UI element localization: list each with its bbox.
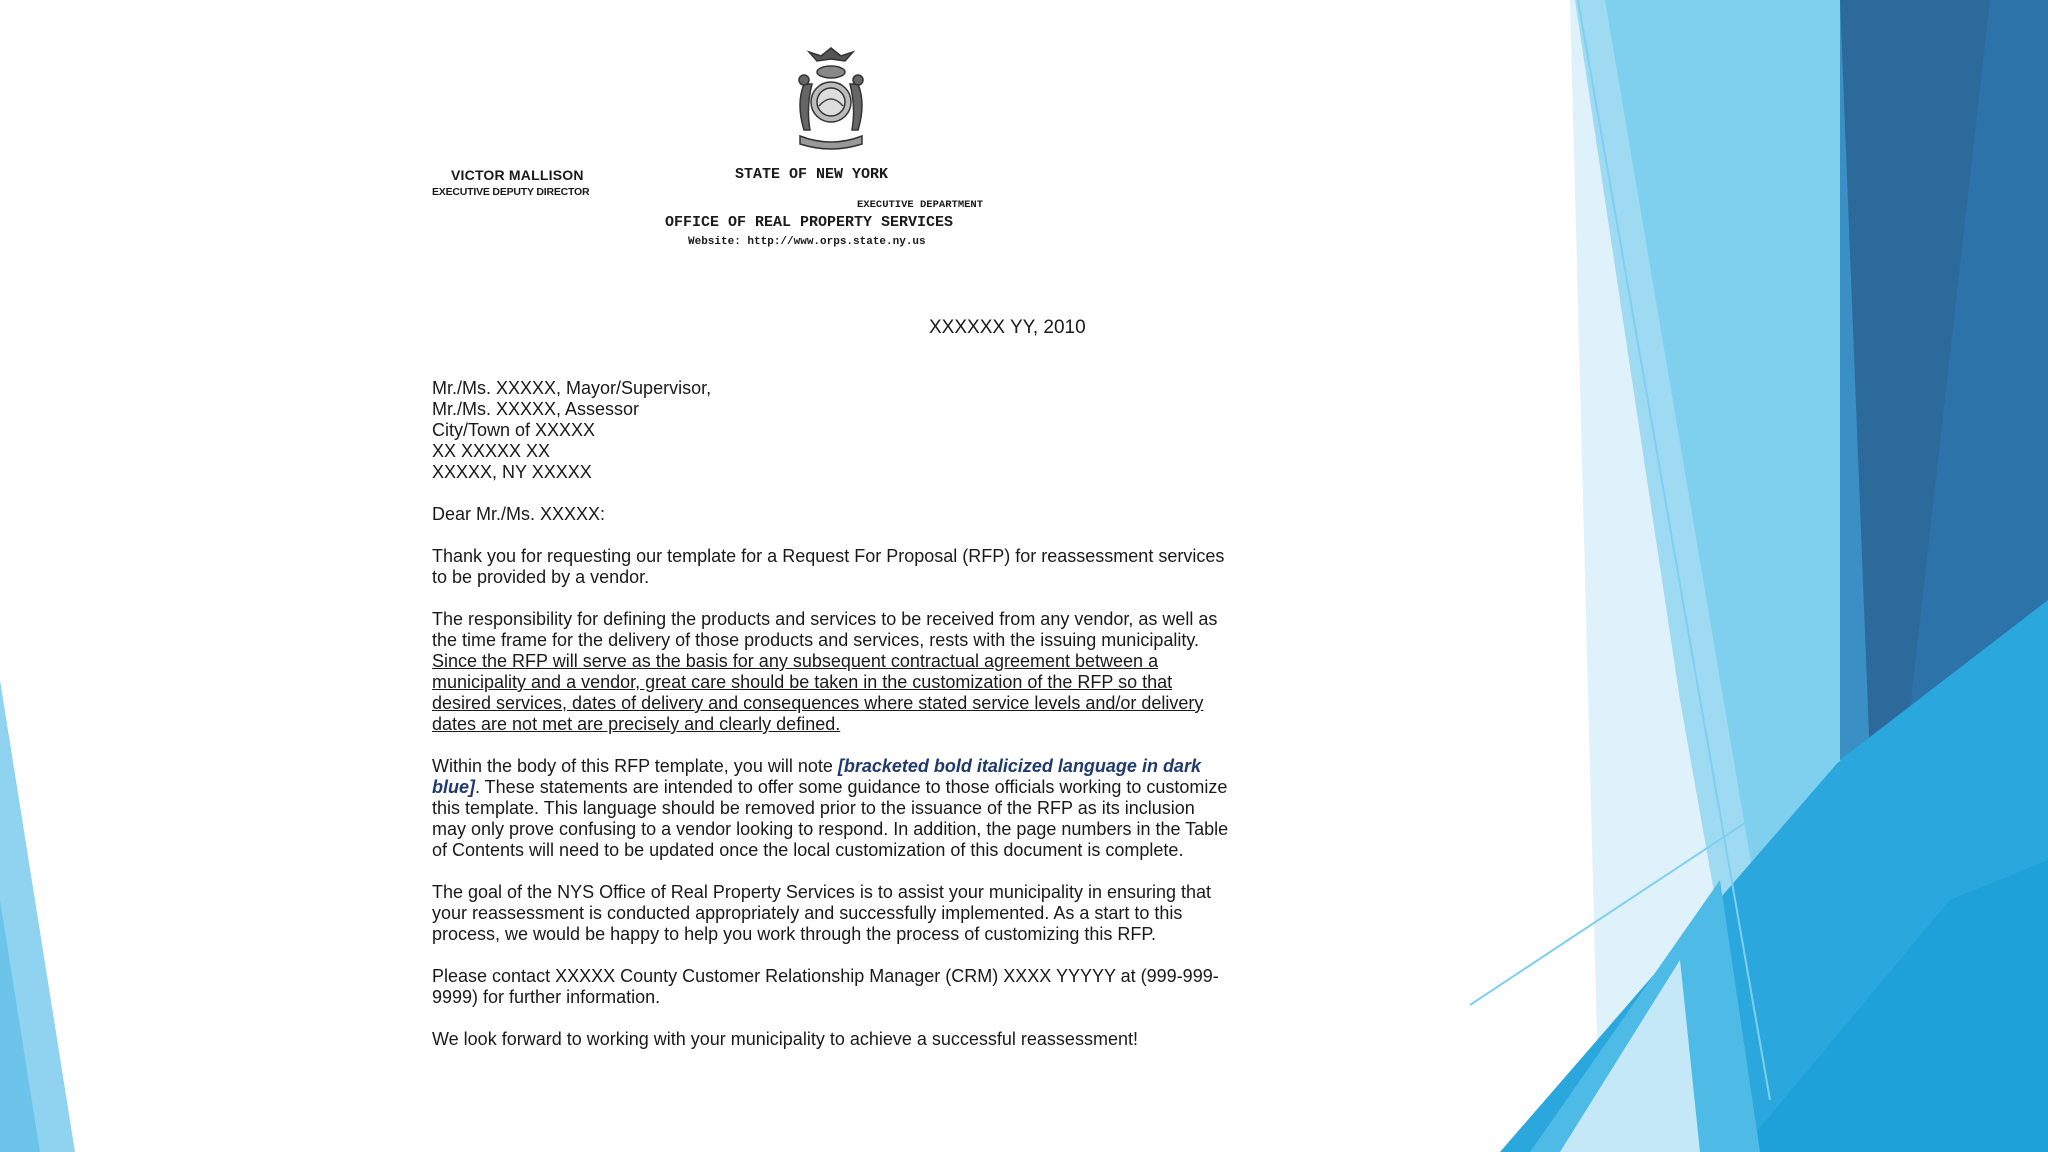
address-line: XXXXX, NY XXXXX [432, 462, 592, 482]
salutation: Dear Mr./Ms. XXXXX: [432, 504, 606, 524]
paragraph-3-blue-note: [bracketed bold italicized language in dark blue] [432, 756, 1201, 797]
letterhead-state: STATE OF NEW YORK [735, 166, 889, 183]
paragraph-2-text: The responsibility for defining the products and services to be received from any vendor, as well as the time frame for the delivery of those products and services, rests with the issuing municipality. [432, 609, 1218, 650]
signer-name: VICTOR MALLISON [451, 167, 584, 183]
paragraph-2-underlined: Since the RFP will serve as the basis for any subsequent contractual agreement between a municipality and a vendor, great care should be taken in the customization of the RFP so that desired services, dates of delivery and consequences where stated service levels and/or delivery dates are not met are precisely and clearly defined. [432, 651, 1204, 734]
paragraph-3-start: Within the body of this RFP template, you will note [432, 756, 838, 776]
paragraph-6: We look forward to working with your municipality to achieve a successful reassessment! [432, 1029, 1138, 1049]
paragraph-3-rest: . These statements are intended to offer some guidance to those officials working to customize this template. This language should be removed prior to the issuance of the RFP as its inclusion may only prove confusing to a vendor looking to respond. In addition, the page numbers in the Table of Contents will need to be updated once the local customization of this document is complete. [432, 777, 1229, 860]
letter-body [432, 378, 1232, 1071]
paragraph-1: Thank you for requesting our template for a Request For Proposal (RFP) for reassessment services to be provided by a vendor. [432, 546, 1225, 587]
address-line: City/Town of XXXXX [432, 420, 596, 440]
letterhead-website: Website: http://www.orps.state.ny.us [688, 236, 926, 248]
letterhead-department: EXECUTIVE DEPARTMENT [857, 199, 984, 211]
paragraph-5: Please contact XXXXX County Customer Relationship Manager (CRM) XXXX YYYYY at (999-999-9999) for further information. [432, 966, 1219, 1007]
address-line: Mr./Ms. XXXXX, Assessor [432, 399, 640, 419]
address-line: Mr./Ms. XXXXX, Mayor/Supervisor, [432, 378, 712, 398]
paragraph-2 [432, 609, 1232, 735]
address-block [432, 378, 1232, 483]
paragraph-3 [432, 756, 1232, 861]
address-line: XX XXXXX XX [432, 441, 551, 461]
letter-date: XXXXXX YY, 2010 [929, 317, 1086, 338]
letterhead-office: OFFICE OF REAL PROPERTY SERVICES [665, 214, 954, 231]
signer-title: EXECUTIVE DEPUTY DIRECTOR [432, 186, 590, 198]
ny-state-seal-icon [776, 44, 886, 154]
paragraph-4: The goal of the NYS Office of Real Property Services is to assist your municipality in ensuring that your reassessment is conducted appropriately and successfully implemented. As a start to this process, we would be happy to help you work through the process of customizing this RFP. [432, 882, 1212, 944]
